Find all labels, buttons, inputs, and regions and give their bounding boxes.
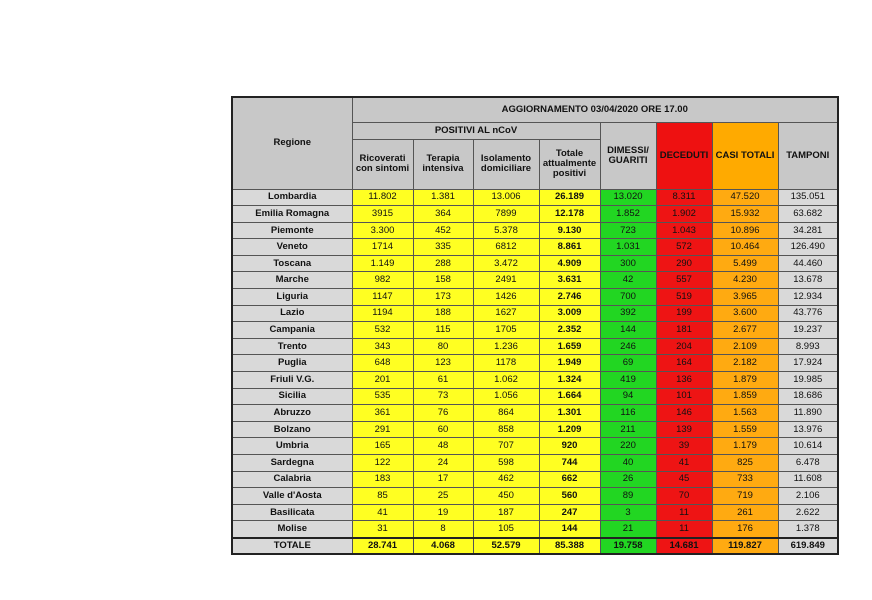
tamponi-cell: 11.608	[778, 471, 838, 488]
dimessi-cell: 26	[600, 471, 656, 488]
casi-totali-cell: 1.879	[712, 372, 778, 389]
dimessi-cell: 300	[600, 255, 656, 272]
ricoverati-cell: 31	[352, 521, 413, 538]
deceduti-cell: 164	[656, 355, 712, 372]
isolamento-header: Isolamento domiciliare	[473, 139, 539, 189]
region-cell: Bolzano	[232, 421, 352, 438]
terapia-cell: 335	[413, 239, 473, 256]
terapia-cell: 48	[413, 438, 473, 455]
dimessi-cell: 419	[600, 372, 656, 389]
region-cell: Campania	[232, 322, 352, 339]
terapia-cell: 17	[413, 471, 473, 488]
casi-totali-cell: 10.464	[712, 239, 778, 256]
region-cell: Toscana	[232, 255, 352, 272]
tamponi-cell: 135.051	[778, 189, 838, 206]
ricoverati-cell: 11.802	[352, 189, 413, 206]
totale-positivi-cell: 1.324	[539, 372, 600, 389]
tamponi-cell: 10.614	[778, 438, 838, 455]
table-row	[232, 405, 838, 422]
region-cell: Calabria	[232, 471, 352, 488]
deceduti-cell: 8.311	[656, 189, 712, 206]
dimessi-cell: 246	[600, 338, 656, 355]
casi-totali-header: CASI TOTALI	[712, 122, 778, 189]
dimessi-cell: 211	[600, 421, 656, 438]
tamponi-cell: 13.678	[778, 272, 838, 289]
deceduti-cell: 519	[656, 289, 712, 306]
ricoverati-cell: 3915	[352, 206, 413, 223]
dimessi-cell: 3	[600, 504, 656, 521]
isolamento-cell: 1.062	[473, 372, 539, 389]
casi-totali-cell: 176	[712, 521, 778, 538]
ricoverati-cell: 648	[352, 355, 413, 372]
table-row	[232, 206, 838, 223]
table-row	[232, 305, 838, 322]
dimessi-cell: 1.852	[600, 206, 656, 223]
totale-positivi-cell: 3.009	[539, 305, 600, 322]
tamponi-cell: 6.478	[778, 455, 838, 472]
ricoverati-cell: 85	[352, 488, 413, 505]
terapia-cell: 288	[413, 255, 473, 272]
terapia-cell: 1.381	[413, 189, 473, 206]
region-cell: Molise	[232, 521, 352, 538]
casi-totali-cell: 1.563	[712, 405, 778, 422]
ricoverati-cell: 183	[352, 471, 413, 488]
table-row	[232, 488, 838, 505]
tamponi-cell: 13.976	[778, 421, 838, 438]
totals-row	[232, 538, 838, 554]
terapia-cell: 25	[413, 488, 473, 505]
dimessi-cell: 21	[600, 521, 656, 538]
terapia-cell: 73	[413, 388, 473, 405]
casi-totali-cell: 2.677	[712, 322, 778, 339]
deceduti-cell: 136	[656, 372, 712, 389]
deceduti-cell: 70	[656, 488, 712, 505]
tamponi-cell: 17.924	[778, 355, 838, 372]
dimessi-cell: 220	[600, 438, 656, 455]
isolamento-cell: 858	[473, 421, 539, 438]
tamponi-cell: 44.460	[778, 255, 838, 272]
totale-positivi-cell: 12.178	[539, 206, 600, 223]
casi-totali-cell: 261	[712, 504, 778, 521]
totale-positivi-cell: 1.209	[539, 421, 600, 438]
casi-totali-cell: 719	[712, 488, 778, 505]
region-cell: Abruzzo	[232, 405, 352, 422]
dimessi-header: DIMESSI/ GUARITI	[600, 122, 656, 189]
total-totale-positivi-cell: 85.388	[539, 538, 600, 554]
dimessi-cell: 13.020	[600, 189, 656, 206]
ricoverati-cell: 41	[352, 504, 413, 521]
totale-positivi-cell: 144	[539, 521, 600, 538]
isolamento-cell: 1.236	[473, 338, 539, 355]
tamponi-cell: 11.890	[778, 405, 838, 422]
deceduti-cell: 41	[656, 455, 712, 472]
table-row	[232, 372, 838, 389]
totale-positivi-cell: 2.352	[539, 322, 600, 339]
terapia-cell: 60	[413, 421, 473, 438]
dimessi-cell: 116	[600, 405, 656, 422]
ricoverati-cell: 1.149	[352, 255, 413, 272]
total-terapia-cell: 4.068	[413, 538, 473, 554]
deceduti-cell: 101	[656, 388, 712, 405]
isolamento-cell: 105	[473, 521, 539, 538]
tamponi-cell: 8.993	[778, 338, 838, 355]
dimessi-cell: 94	[600, 388, 656, 405]
totale-positivi-header: Totale attualmente positivi	[539, 139, 600, 189]
total-dimessi-cell: 19.758	[600, 538, 656, 554]
totale-positivi-cell: 1.664	[539, 388, 600, 405]
deceduti-cell: 290	[656, 255, 712, 272]
tamponi-cell: 126.490	[778, 239, 838, 256]
terapia-cell: 8	[413, 521, 473, 538]
casi-totali-cell: 1.559	[712, 421, 778, 438]
region-cell: Puglia	[232, 355, 352, 372]
casi-totali-cell: 3.965	[712, 289, 778, 306]
update-title: AGGIORNAMENTO 03/04/2020 ORE 17.00	[352, 97, 838, 122]
casi-totali-cell: 825	[712, 455, 778, 472]
dimessi-cell: 42	[600, 272, 656, 289]
isolamento-cell: 462	[473, 471, 539, 488]
region-cell: Trento	[232, 338, 352, 355]
isolamento-cell: 1705	[473, 322, 539, 339]
table-row	[232, 322, 838, 339]
isolamento-cell: 2491	[473, 272, 539, 289]
ricoverati-cell: 982	[352, 272, 413, 289]
table-row	[232, 521, 838, 538]
deceduti-cell: 39	[656, 438, 712, 455]
deceduti-cell: 204	[656, 338, 712, 355]
dimessi-cell: 40	[600, 455, 656, 472]
table-row	[232, 388, 838, 405]
totale-positivi-cell: 560	[539, 488, 600, 505]
ricoverati-header: Ricoverati con sintomi	[352, 139, 413, 189]
table-row	[232, 255, 838, 272]
total-ricoverati-cell: 28.741	[352, 538, 413, 554]
ricoverati-cell: 532	[352, 322, 413, 339]
isolamento-cell: 5.378	[473, 222, 539, 239]
casi-totali-cell: 5.499	[712, 255, 778, 272]
deceduti-cell: 45	[656, 471, 712, 488]
deceduti-cell: 11	[656, 521, 712, 538]
region-cell: Piemonte	[232, 222, 352, 239]
table-row	[232, 272, 838, 289]
table-row	[232, 189, 838, 206]
isolamento-cell: 450	[473, 488, 539, 505]
terapia-cell: 364	[413, 206, 473, 223]
isolamento-cell: 7899	[473, 206, 539, 223]
dimessi-cell: 89	[600, 488, 656, 505]
deceduti-cell: 1.902	[656, 206, 712, 223]
total-casi-totali-cell: 119.827	[712, 538, 778, 554]
terapia-cell: 123	[413, 355, 473, 372]
terapia-cell: 24	[413, 455, 473, 472]
tamponi-cell: 43.776	[778, 305, 838, 322]
tamponi-cell: 19.985	[778, 372, 838, 389]
terapia-cell: 61	[413, 372, 473, 389]
isolamento-cell: 864	[473, 405, 539, 422]
deceduti-cell: 199	[656, 305, 712, 322]
casi-totali-cell: 3.600	[712, 305, 778, 322]
totale-positivi-cell: 247	[539, 504, 600, 521]
isolamento-cell: 1.056	[473, 388, 539, 405]
isolamento-cell: 3.472	[473, 255, 539, 272]
isolamento-cell: 598	[473, 455, 539, 472]
ricoverati-cell: 343	[352, 338, 413, 355]
deceduti-cell: 139	[656, 421, 712, 438]
deceduti-cell: 181	[656, 322, 712, 339]
terapia-cell: 80	[413, 338, 473, 355]
region-cell: Basilicata	[232, 504, 352, 521]
casi-totali-cell: 2.109	[712, 338, 778, 355]
ricoverati-cell: 1147	[352, 289, 413, 306]
isolamento-cell: 707	[473, 438, 539, 455]
casi-totali-cell: 1.179	[712, 438, 778, 455]
isolamento-cell: 13.006	[473, 189, 539, 206]
ricoverati-cell: 535	[352, 388, 413, 405]
tamponi-cell: 18.686	[778, 388, 838, 405]
isolamento-cell: 6812	[473, 239, 539, 256]
casi-totali-cell: 10.896	[712, 222, 778, 239]
isolamento-cell: 187	[473, 504, 539, 521]
region-cell: Emilia Romagna	[232, 206, 352, 223]
casi-totali-cell: 733	[712, 471, 778, 488]
total-region-cell: TOTALE	[232, 538, 352, 554]
deceduti-cell: 557	[656, 272, 712, 289]
table-row	[232, 239, 838, 256]
dimessi-cell: 144	[600, 322, 656, 339]
totale-positivi-cell: 4.909	[539, 255, 600, 272]
terapia-header: Terapia intensiva	[413, 139, 473, 189]
totale-positivi-cell: 662	[539, 471, 600, 488]
deceduti-cell: 11	[656, 504, 712, 521]
totale-positivi-cell: 744	[539, 455, 600, 472]
ricoverati-cell: 3.300	[352, 222, 413, 239]
ricoverati-cell: 1714	[352, 239, 413, 256]
ricoverati-cell: 165	[352, 438, 413, 455]
deceduti-cell: 572	[656, 239, 712, 256]
region-cell: Valle d'Aosta	[232, 488, 352, 505]
ricoverati-cell: 361	[352, 405, 413, 422]
casi-totali-cell: 47.520	[712, 189, 778, 206]
table-row	[232, 421, 838, 438]
dimessi-cell: 700	[600, 289, 656, 306]
tamponi-cell: 19.237	[778, 322, 838, 339]
deceduti-header: DECEDUTI	[656, 122, 712, 189]
tamponi-cell: 2.106	[778, 488, 838, 505]
ricoverati-cell: 201	[352, 372, 413, 389]
totale-positivi-cell: 1.659	[539, 338, 600, 355]
isolamento-cell: 1426	[473, 289, 539, 306]
dimessi-cell: 69	[600, 355, 656, 372]
terapia-cell: 173	[413, 289, 473, 306]
totale-positivi-cell: 26.189	[539, 189, 600, 206]
region-cell: Lombardia	[232, 189, 352, 206]
casi-totali-cell: 1.859	[712, 388, 778, 405]
terapia-cell: 452	[413, 222, 473, 239]
deceduti-cell: 1.043	[656, 222, 712, 239]
tamponi-cell: 34.281	[778, 222, 838, 239]
table-row	[232, 338, 838, 355]
totale-positivi-cell: 2.746	[539, 289, 600, 306]
region-cell: Lazio	[232, 305, 352, 322]
casi-totali-cell: 2.182	[712, 355, 778, 372]
ricoverati-cell: 1194	[352, 305, 413, 322]
table-row	[232, 455, 838, 472]
totale-positivi-cell: 1.949	[539, 355, 600, 372]
region-cell: Liguria	[232, 289, 352, 306]
table-row	[232, 504, 838, 521]
table-row	[232, 222, 838, 239]
deceduti-cell: 146	[656, 405, 712, 422]
totale-positivi-cell: 1.301	[539, 405, 600, 422]
totale-positivi-cell: 920	[539, 438, 600, 455]
table-row	[232, 471, 838, 488]
isolamento-cell: 1627	[473, 305, 539, 322]
table-row	[232, 355, 838, 372]
ricoverati-cell: 122	[352, 455, 413, 472]
region-cell: Marche	[232, 272, 352, 289]
total-tamponi-cell: 619.849	[778, 538, 838, 554]
terapia-cell: 76	[413, 405, 473, 422]
terapia-cell: 115	[413, 322, 473, 339]
casi-totali-cell: 4.230	[712, 272, 778, 289]
positivi-header: POSITIVI AL nCoV	[352, 122, 600, 139]
dimessi-cell: 1.031	[600, 239, 656, 256]
region-cell: Sicilia	[232, 388, 352, 405]
dimessi-cell: 723	[600, 222, 656, 239]
region-cell: Umbria	[232, 438, 352, 455]
isolamento-cell: 1178	[473, 355, 539, 372]
tamponi-header: TAMPONI	[778, 122, 838, 189]
totale-positivi-cell: 9.130	[539, 222, 600, 239]
region-cell: Sardegna	[232, 455, 352, 472]
tamponi-cell: 12.934	[778, 289, 838, 306]
covid-data-table	[231, 96, 839, 555]
terapia-cell: 188	[413, 305, 473, 322]
region-cell: Veneto	[232, 239, 352, 256]
totale-positivi-cell: 3.631	[539, 272, 600, 289]
casi-totali-cell: 15.932	[712, 206, 778, 223]
dimessi-cell: 392	[600, 305, 656, 322]
tamponi-cell: 1.378	[778, 521, 838, 538]
totale-positivi-cell: 8.861	[539, 239, 600, 256]
table-row	[232, 289, 838, 306]
total-isolamento-cell: 52.579	[473, 538, 539, 554]
terapia-cell: 19	[413, 504, 473, 521]
ricoverati-cell: 291	[352, 421, 413, 438]
region-cell: Friuli V.G.	[232, 372, 352, 389]
tamponi-cell: 2.622	[778, 504, 838, 521]
table-body	[232, 189, 838, 554]
terapia-cell: 158	[413, 272, 473, 289]
total-deceduti-cell: 14.681	[656, 538, 712, 554]
region-header: Regione	[232, 97, 352, 189]
tamponi-cell: 63.682	[778, 206, 838, 223]
table-row	[232, 438, 838, 455]
